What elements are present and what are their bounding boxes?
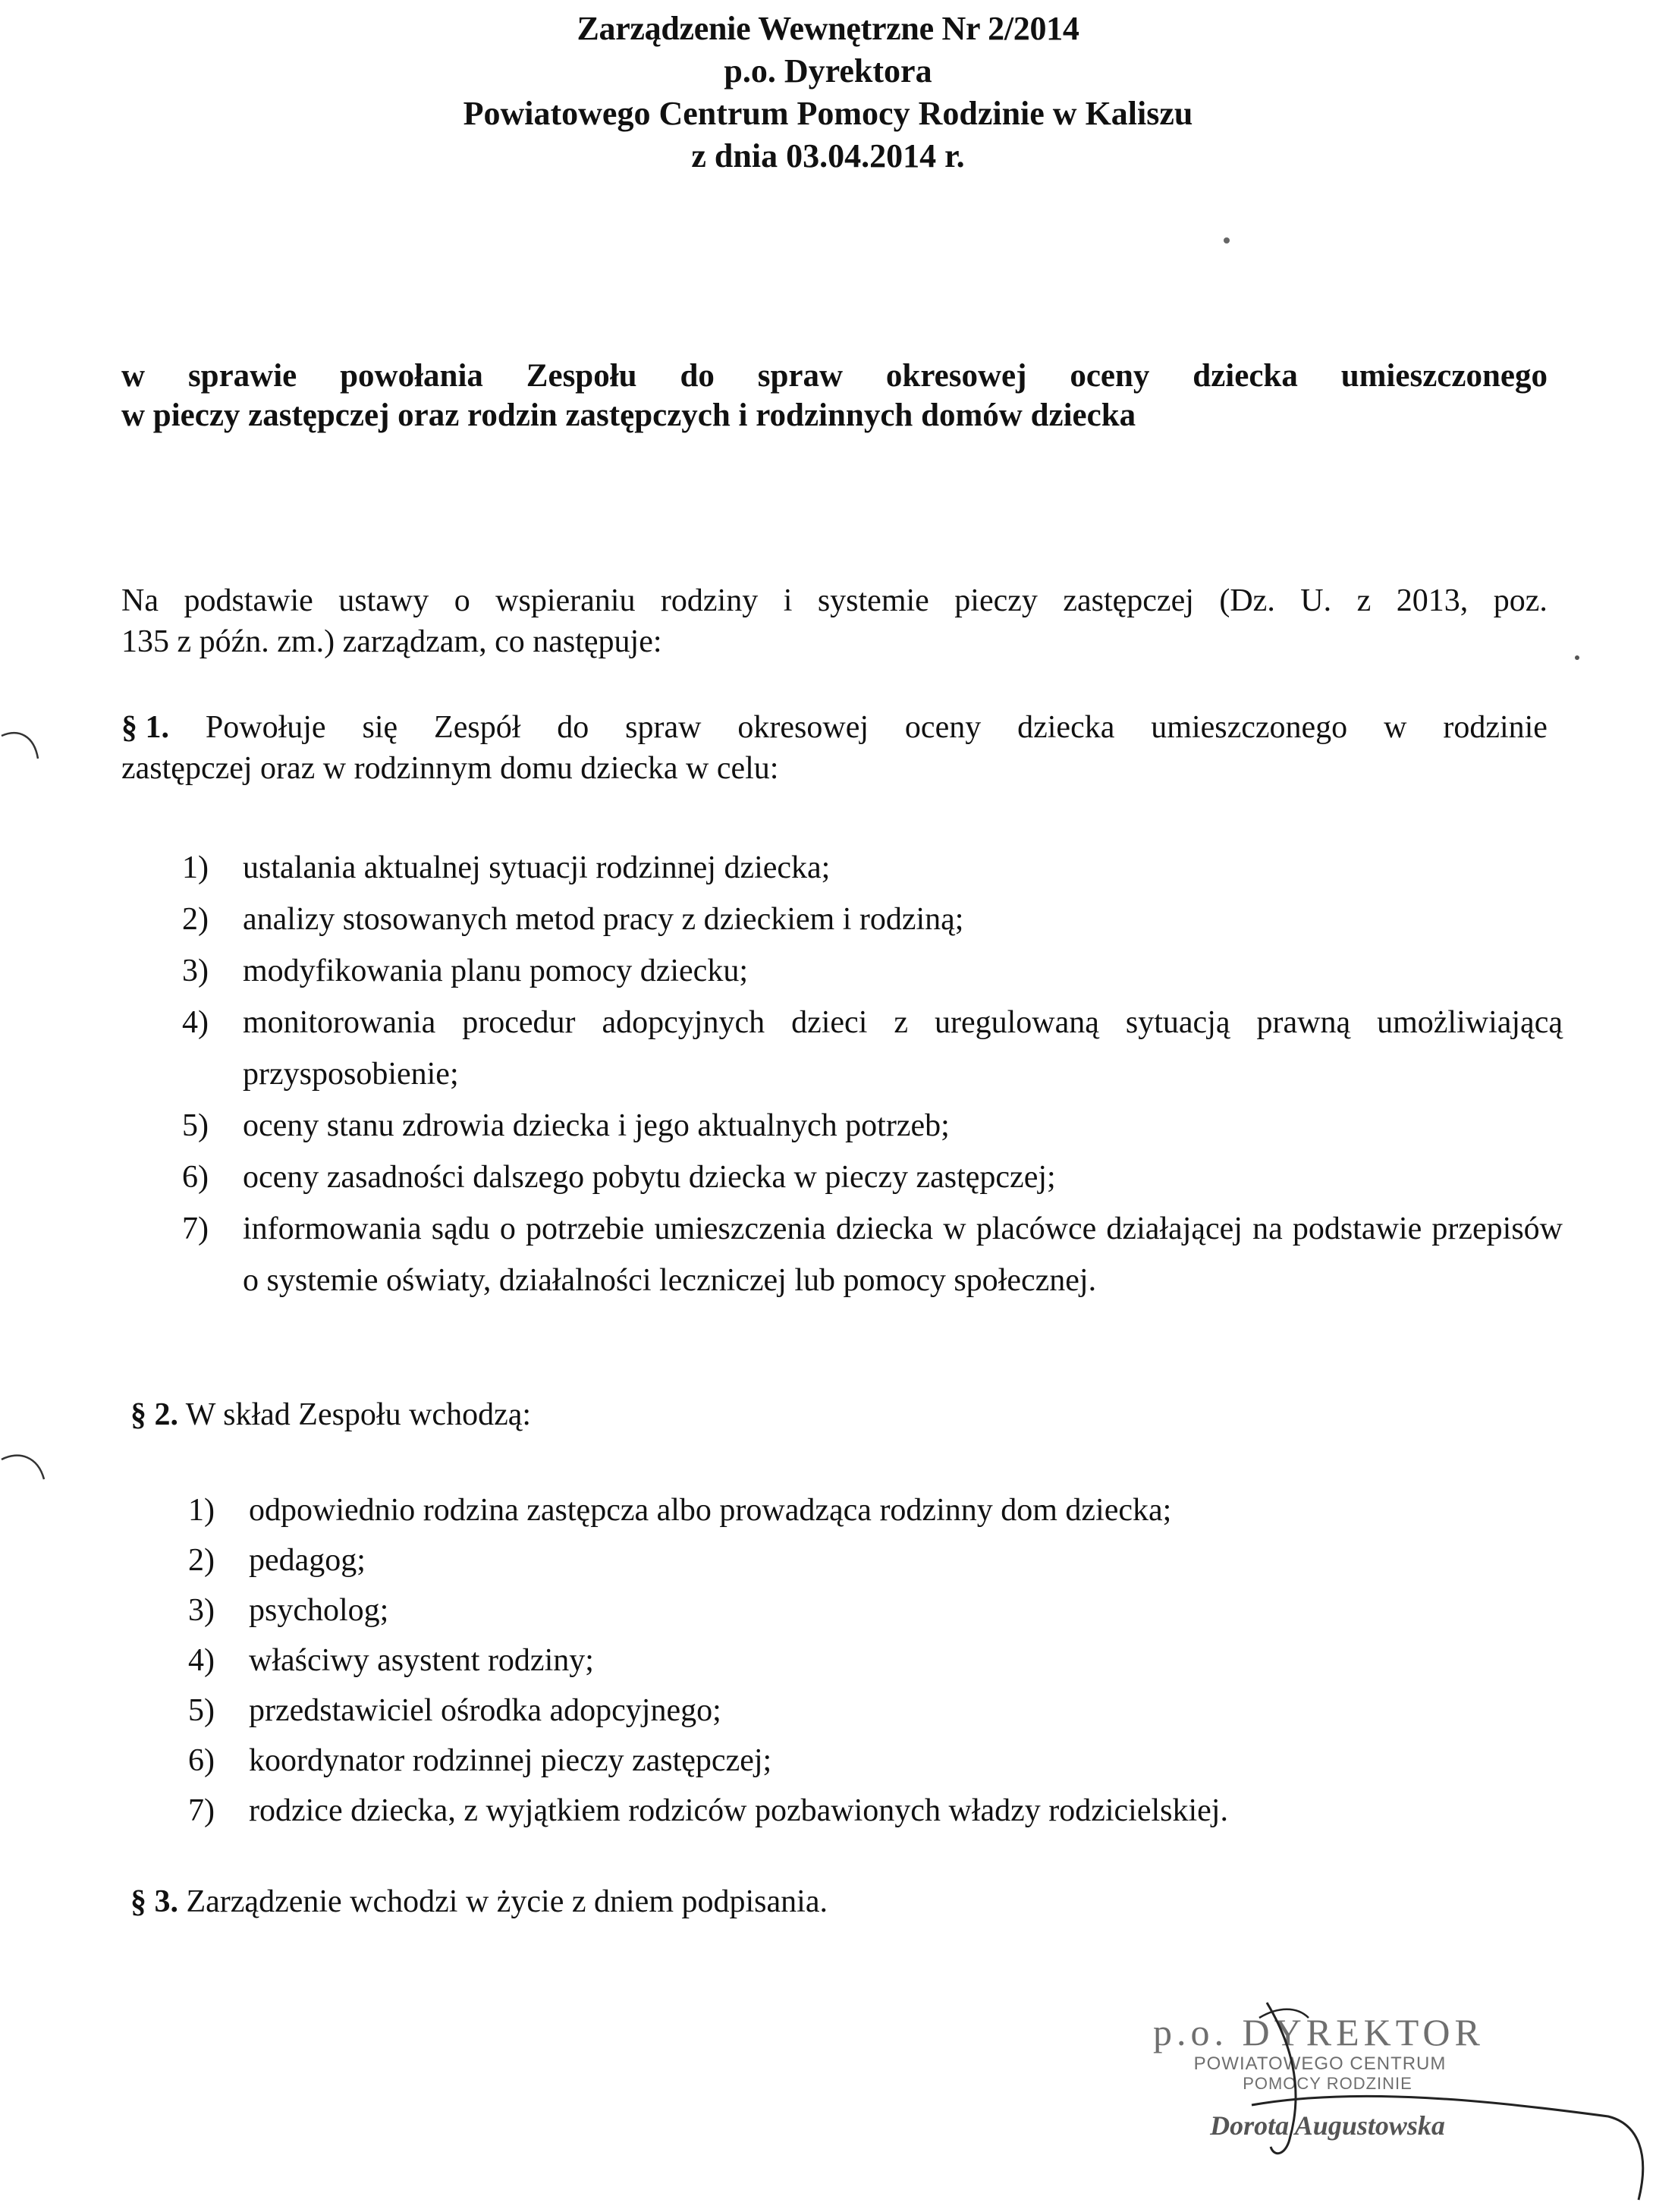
section-1-line-2: zastępczej oraz w rodzinnym domu dziecka w celu: [121, 751, 779, 786]
section-2-sign: § 2. [130, 1397, 178, 1432]
list-item-number: 3) [182, 954, 209, 988]
list-item [188, 1786, 1538, 1836]
stamp-institution-line-2: POMOCY RODZINIE [1243, 2074, 1412, 2093]
list-item [188, 1535, 1538, 1585]
word: sprawie [187, 358, 297, 394]
list-item-number: 7) [182, 1211, 209, 1246]
list-item-number: 6) [182, 1160, 209, 1195]
word: U. [1300, 583, 1332, 618]
section-3-text: Zarządzenie wchodzi w życie z dniem podpisania. [186, 1884, 828, 1919]
list-item-text: oceny stanu zdrowia dziecka i jego aktualnych potrzeb; [243, 1108, 950, 1143]
list-item [182, 894, 1563, 945]
list-item-number: 5) [182, 1108, 209, 1143]
section-1-line-1 [121, 707, 1548, 748]
section-2-text: W skład Zespołu wchodzą: [185, 1397, 532, 1432]
list-item-text: ustalania aktualnej sytuacji rodzinnej dziecka; [243, 850, 831, 885]
word: umieszczonego [1151, 710, 1348, 745]
list-item [188, 1736, 1538, 1786]
list-item [182, 1152, 1563, 1203]
word: oceny [1070, 358, 1150, 394]
legal-basis-line-2: 135 z późn. zm.) zarządzam, co następuje: [121, 624, 662, 659]
word: okresowej [885, 358, 1027, 394]
list-item-text: przedstawiciel ośrodka adopcyjnego; [249, 1693, 721, 1728]
section-3-sign: § 3. [130, 1884, 178, 1919]
list-item [188, 1485, 1538, 1535]
word: o [454, 583, 470, 618]
list-item-text: modyfikowania planu pomocy dziecku; [243, 954, 748, 988]
word: się [362, 710, 398, 745]
list-item-text: monitorowania procedur adopcyjnych dzieci z uregulowaną sytuacją prawną umożliwiającą przysposobienie; [243, 1005, 1563, 1092]
list-item-number: 3) [188, 1593, 215, 1628]
section-3 [130, 1881, 828, 1922]
list-item-number: 6) [188, 1743, 215, 1778]
list-item-number: 1) [182, 850, 209, 885]
scan-speck [1223, 237, 1230, 244]
header-title: Zarządzenie Wewnętrzne Nr 2/2014 [577, 10, 1079, 47]
word: z [1356, 583, 1372, 618]
word: Na [121, 583, 159, 618]
scan-speck [1573, 654, 1581, 661]
word: umieszczonego [1340, 358, 1548, 394]
list-item-text: rodzice dziecka, z wyjątkiem rodziców pozbawionych władzy rodzicielskiej. [249, 1793, 1228, 1828]
list-item-text: psycholog; [249, 1593, 389, 1628]
list-item-text: pedagog; [249, 1543, 366, 1578]
document-header [0, 8, 1656, 178]
list-item-number: 4) [182, 1005, 209, 1040]
word: spraw [625, 710, 702, 745]
list-item-text: odpowiednio rodzina zastępcza albo prowadząca rodzinny dom dziecka; [249, 1493, 1172, 1528]
word: dziecka [1017, 710, 1115, 745]
punch-hole-mark [0, 728, 46, 774]
word: Zespół [434, 710, 521, 745]
list-item-number: 4) [188, 1643, 215, 1678]
section-1 [121, 707, 1548, 789]
list-item-text: koordynator rodzinnej pieczy zastępczej; [249, 1743, 772, 1778]
word: w [121, 358, 146, 394]
list-item [182, 1100, 1563, 1152]
word: ustawy [338, 583, 429, 618]
list-item-text: właściwy asystent rodziny; [249, 1643, 594, 1678]
document-subject [121, 357, 1548, 435]
subject-line-2: w pieczy zastępczej oraz rodzin zastępczych i rodzinnych domów dziecka [121, 397, 1136, 433]
list-item-number: 2) [188, 1543, 215, 1578]
word: 2013, [1396, 583, 1469, 618]
list-item-number: 2) [182, 902, 209, 937]
word: zastępczej [1063, 583, 1194, 618]
word: dziecka [1193, 358, 1298, 394]
list-item [188, 1585, 1538, 1635]
word: i [783, 583, 793, 618]
stamp-institution-line-1: POWIATOWEGO CENTRUM [1193, 2053, 1447, 2074]
list-item [182, 997, 1563, 1100]
list-item-text: analizy stosowanych metod pracy z dzieckiem i rodziną; [243, 902, 964, 937]
header-institution: Powiatowego Centrum Pomocy Rodzinie w Kaliszu [463, 95, 1193, 132]
list-item [188, 1686, 1538, 1736]
list-item-number: 5) [188, 1693, 215, 1728]
header-date: z dnia 03.04.2014 r. [691, 137, 965, 174]
list-item [188, 1635, 1538, 1686]
word: do [680, 358, 715, 394]
word: do [557, 710, 589, 745]
section-1-list [182, 842, 1563, 1306]
word: spraw [757, 358, 844, 394]
list-item-number: 1) [188, 1493, 215, 1528]
section-1-sign: § 1. [121, 710, 169, 745]
section-2 [130, 1394, 531, 1435]
word: rodziny [660, 583, 759, 618]
list-item [182, 945, 1563, 997]
word: oceny [904, 710, 982, 745]
word: (Dz. [1219, 583, 1275, 618]
word: wspieraniu [495, 583, 636, 618]
punch-hole-mark [0, 1449, 46, 1494]
word: systemie [817, 583, 929, 618]
list-item [182, 842, 1563, 894]
subject-line-1 [121, 357, 1548, 396]
legal-basis-line-1 [121, 580, 1548, 621]
list-item-text: oceny zasadności dalszego pobytu dziecka w pieczy zastępczej; [243, 1160, 1056, 1195]
word: powołania [340, 358, 483, 394]
word: Powołuje [205, 710, 326, 745]
stamp-title: p.o. DYREKTOR [1153, 2011, 1485, 2053]
stamp-name: Dorota Augustowska [1210, 2110, 1445, 2141]
word: rodzinie [1443, 710, 1548, 745]
word: poz. [1493, 583, 1548, 618]
word: pieczy [954, 583, 1038, 618]
word: podstawie [184, 583, 313, 618]
header-issuer: p.o. Dyrektora [724, 52, 932, 90]
list-item-text: informowania sądu o potrzebie umieszczenia dziecka w placówce działającej na podstawie przepisów o systemie oświaty, działalności leczniczej lub pomocy społecznej. [243, 1211, 1563, 1298]
word: Zespołu [526, 358, 637, 394]
word: w [1384, 710, 1407, 745]
legal-basis-paragraph [121, 580, 1548, 662]
list-item [182, 1203, 1563, 1306]
handwritten-signature [1244, 1972, 1654, 2212]
list-item-number: 7) [188, 1793, 215, 1828]
word: okresowej [737, 710, 869, 745]
section-2-list [188, 1485, 1538, 1836]
